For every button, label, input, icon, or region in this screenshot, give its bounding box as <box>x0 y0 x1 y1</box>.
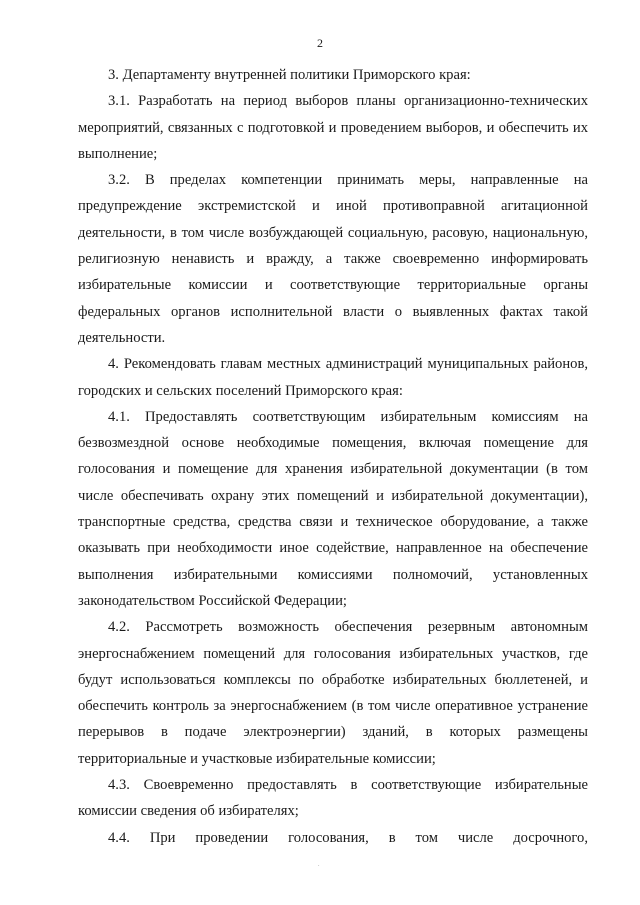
paragraph-3-1: 3.1. Разработать на период выборов планы организационно-технических мероприятий, связанных с подготовкой и проведением выборов, и обеспечить их выполнение; <box>78 93 588 162</box>
page-number: 2 <box>317 36 323 50</box>
paragraph-4-4: 4.4. При проведении голосования, в том числе досрочного, <box>108 829 588 846</box>
paragraph-4: 4. Рекомендовать главам местных администраций муниципальных районов, городских и сельских поселений Приморского края: <box>78 356 588 399</box>
paragraph-4-2: 4.2. Рассмотреть возможность обеспечения резервным автономным энергоснабжением помещений для голосования избирательных участков, где будут использоваться комплексы по обработке избирательных бюллетеней, и обеспечить контроль за энергоснабжением (в том числе оперативное устранение перерывов в подаче электроэнергии) зданий, в которых размещены территориальные и участковые избирательные комиссии; <box>78 619 588 767</box>
document-body <box>78 62 588 851</box>
footer-mark: . <box>318 862 320 868</box>
paragraph-3: 3. Департаменту внутренней политики Приморского края: <box>108 67 471 83</box>
paragraph-4-1: 4.1. Предоставлять соответствующим избирательным комиссиям на безвозмездной основе необходимые помещения, включая помещение для голосования и помещение для хранения избирательной документации (в том числе обеспечивать охрану этих помещений и избирательной документации), транспортные средства, средства связи и техническое оборудование, а также оказывать при необходимости иное содействие, направленное на обеспечение выполнения избирательными комиссиями полномочий, установленных законодательством Российской Федерации; <box>78 408 588 609</box>
paragraph-3-2: 3.2. В пределах компетенции принимать меры, направленные на предупреждение экстремистской и иной противоправной агитационной деятельности, в том числе возбуждающей социальную, расовую, национальную, религиозную ненависть и вражду, а также своевременно информировать избирательные комиссии и соответствующие территориальные органы федеральных органов исполнительной власти о выявленных фактах такой деятельности. <box>78 172 588 346</box>
paragraph-4-3: 4.3. Своевременно предоставлять в соответствующие избирательные комиссии сведения об избирателях; <box>78 777 588 820</box>
